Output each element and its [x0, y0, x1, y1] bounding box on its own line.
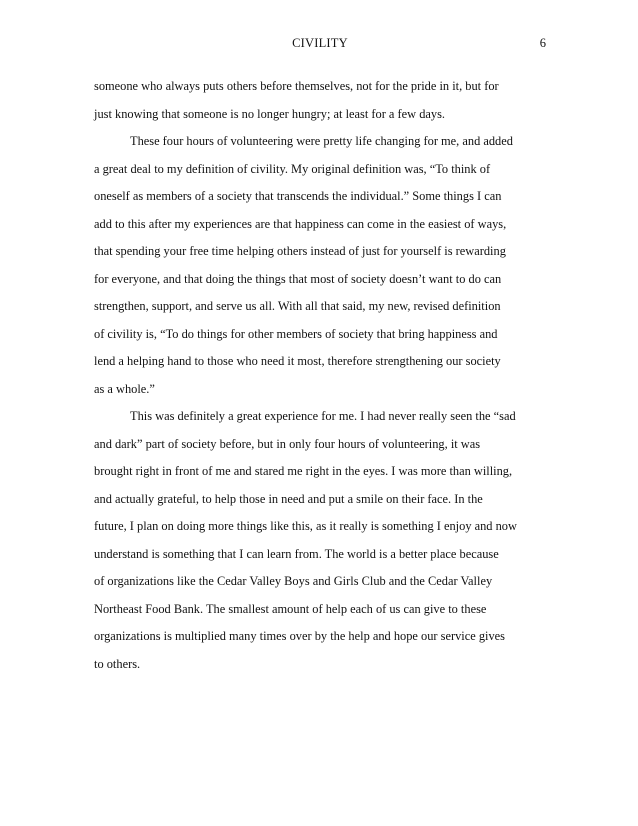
text-line: and actually grateful, to help those in need and put a smile on their face. In the: [94, 491, 483, 506]
text-line: future, I plan on doing more things like this, as it really is something I enjoy and now: [94, 519, 517, 533]
text-line: for everyone, and that doing the things that most of society doesn’t want to do can: [94, 271, 502, 286]
text-line: organizations is multiplied many times over by the help and hope our service gives: [94, 629, 505, 643]
text-line: lend a helping hand to those who need it most, therefore strengthening our society: [94, 354, 501, 368]
page-number: 6: [539, 36, 546, 50]
text-line: brought right in front of me and stared me right in the eyes. I was more than willing,: [94, 464, 513, 478]
paragraph-first-line: These four hours of volunteering were pretty life changing for me, and added: [130, 134, 513, 148]
running-head: CIVILITY: [292, 36, 348, 50]
text-line: of organizations like the Cedar Valley Boys and Girls Club and the Cedar Valley: [94, 574, 493, 588]
page-header: [94, 36, 546, 56]
text-line: add to this after my experiences are that happiness can come in the easiest of ways,: [94, 216, 507, 231]
text-line: and dark” part of society before, but in only four hours of volunteering, it was: [94, 436, 481, 451]
text-line: that spending your free time helping others instead of just for yourself is rewarding: [94, 244, 506, 258]
text-line: just knowing that someone is no longer hungry; at least for a few days.: [94, 106, 445, 121]
text-line: Northeast Food Bank. The smallest amount of help each of us can give to these: [94, 601, 487, 616]
text-line: someone who always puts others before themselves, not for the pride in it, but for: [94, 79, 499, 93]
text-line: oneself as members of a society that transcends the individual.” Some things I can: [94, 189, 502, 203]
text-line: as a whole.”: [94, 381, 155, 396]
text-line: strengthen, support, and serve us all. With all that said, my new, revised definition: [94, 299, 501, 313]
body-text: [94, 73, 546, 678]
text-line: of civility is, “To do things for other members of society that bring happiness and: [94, 326, 498, 341]
text-line: to others.: [94, 656, 141, 671]
text-line: understand is something that I can learn from. The world is a better place because: [94, 546, 499, 561]
paragraph-first-line: This was definitely a great experience for me. I had never really seen the “sad: [130, 409, 516, 423]
text-line: a great deal to my definition of civility. My original definition was, “To think of: [94, 161, 491, 176]
